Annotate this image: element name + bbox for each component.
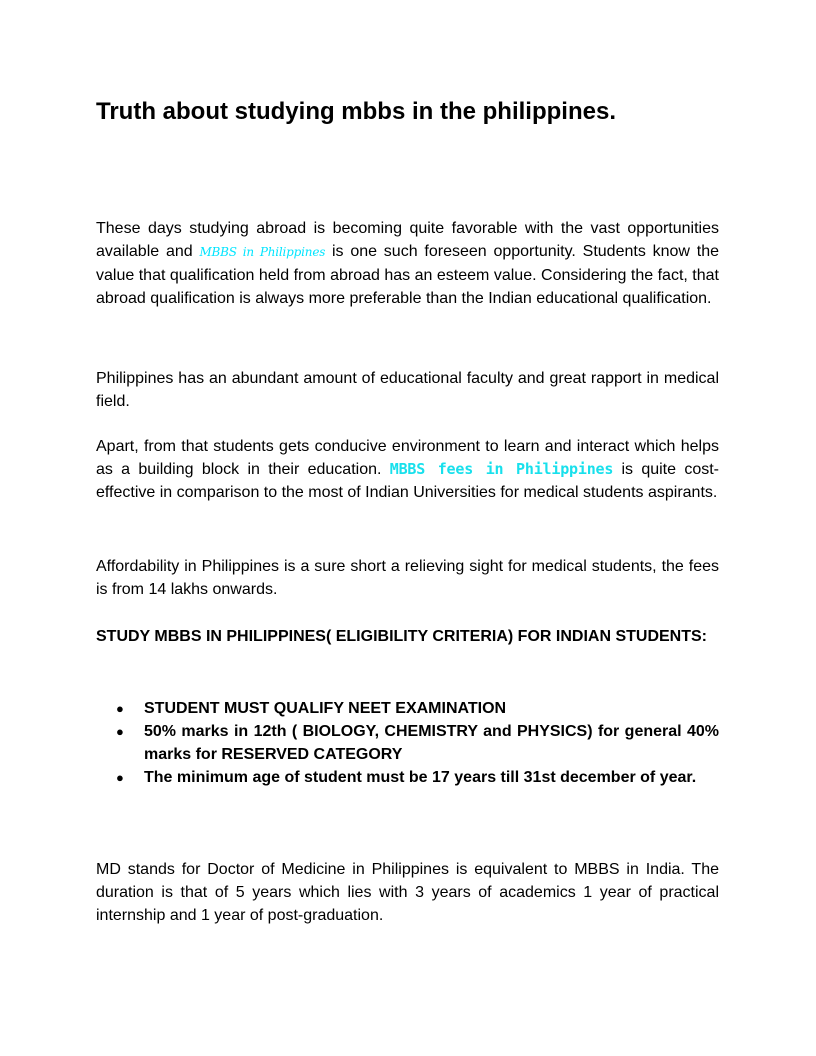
environment-text-before: Apart, from that students gets conducive environment to learn and interact which helps as a building block in their education. — [96, 438, 719, 478]
mbbs-fees-link[interactable]: MBBS fees in Philippines — [389, 460, 614, 478]
environment-text-after: is quite cost-effective in comparison to the most of Indian Universities for medical students aspirants. — [96, 461, 719, 501]
environment-paragraph — [96, 435, 719, 504]
mbbs-in-philippines-link[interactable]: MBBS in Philippines — [199, 245, 326, 259]
eligibility-list — [96, 697, 719, 789]
list-item — [96, 697, 719, 720]
bullet-icon: ● — [116, 701, 124, 716]
criteria-text: 50% marks in 12th ( BIOLOGY, CHEMISTRY and PHYSICS) for general 40% marks for RESERVED CATEGORY — [144, 723, 719, 763]
intro-text-after: is one such foreseen opportunity. Students know the value that qualification held from abroad has an esteem value. Considering the fact, that abroad qualification is always more preferable than the Indian educational qualification. — [96, 243, 720, 307]
intro-text-before: These days studying abroad is becoming quite favorable with the vast opportunities available and — [96, 220, 719, 260]
list-item — [96, 766, 719, 789]
criteria-text: STUDENT MUST QUALIFY NEET EXAMINATION — [144, 700, 507, 717]
page-title: Truth about studying mbbs in the philippines. — [96, 98, 616, 125]
bullet-icon: ● — [116, 724, 124, 739]
list-item — [96, 720, 719, 766]
bullet-icon: ● — [116, 770, 124, 785]
intro-paragraph — [96, 217, 719, 310]
faculty-paragraph: Philippines has an abundant amount of educational faculty and great rapport in medical field. — [96, 370, 719, 410]
affordability-paragraph: Affordability in Philippines is a sure short a relieving sight for medical students, the fees is from 14 lakhs onwards. — [96, 558, 719, 598]
criteria-text: The minimum age of student must be 17 years till 31st december of year. — [144, 769, 697, 786]
eligibility-heading: STUDY MBBS IN PHILIPPINES( ELIGIBILITY CRITERIA) FOR INDIAN STUDENTS: — [96, 628, 707, 645]
md-paragraph: MD stands for Doctor of Medicine in Philippines is equivalent to MBBS in India. The duration is that of 5 years which lies with 3 years of academics 1 year of practical internship and 1 year of post-graduation. — [96, 861, 719, 924]
